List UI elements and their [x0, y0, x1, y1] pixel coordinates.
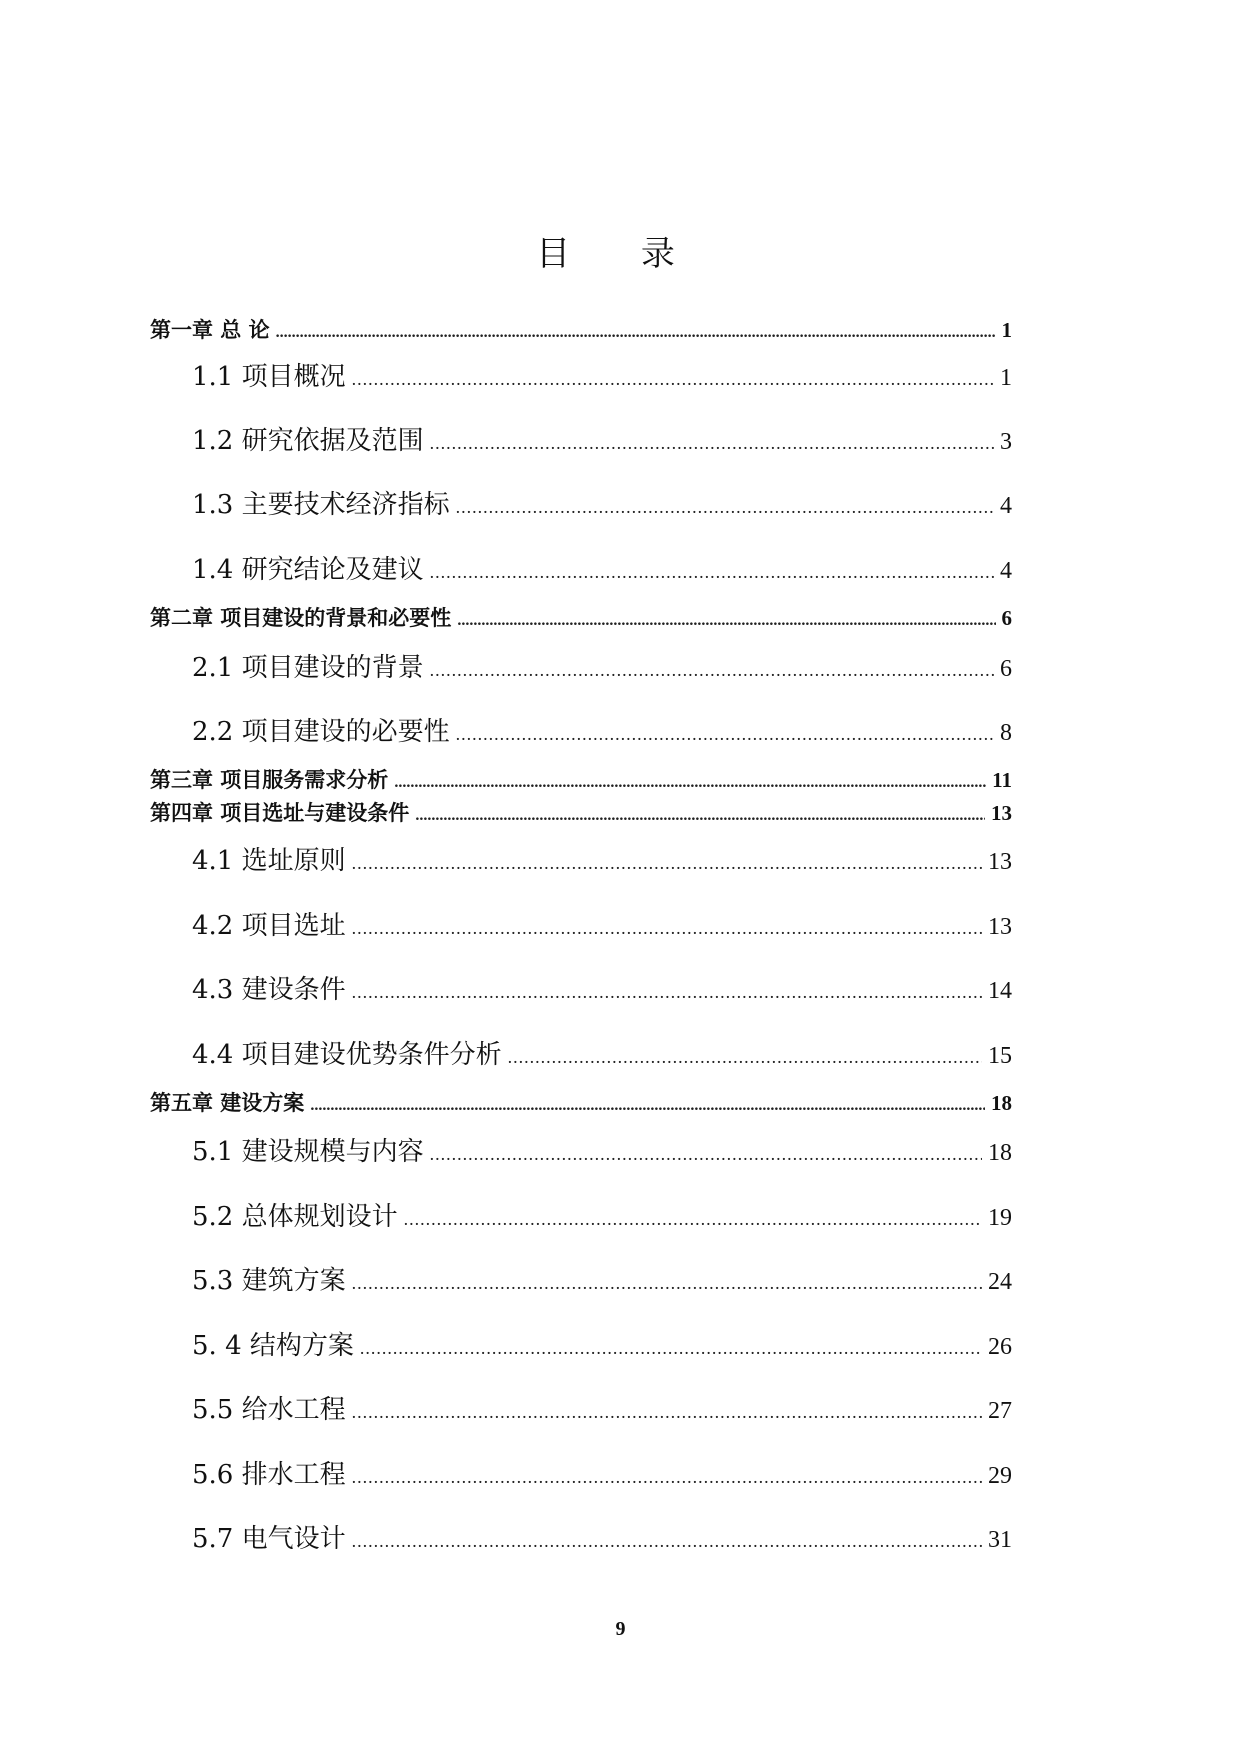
toc-entry-section[interactable]	[192, 711, 1012, 748]
toc-entry-page: 18	[991, 1091, 1012, 1115]
toc-entry-page: 26	[988, 1334, 1012, 1360]
toc-entry-label: 第五章 建设方案	[150, 1091, 305, 1115]
page-number-footer: 9	[615, 1618, 626, 1640]
toc-entry-page: 3	[1000, 429, 1012, 455]
page-title: 目 录	[536, 234, 705, 274]
toc-entry-label: 4.4 项目建设优势条件分析	[192, 1040, 502, 1070]
toc-entry-section[interactable]	[192, 1325, 1012, 1362]
toc-leader-dots	[430, 562, 994, 583]
toc-entry-label: 5.1 建设规模与内容	[192, 1137, 424, 1167]
toc-entry-label: 1.1 项目概况	[192, 362, 346, 392]
toc-leader-dots	[456, 497, 994, 518]
toc-leader-dots	[404, 1209, 982, 1230]
toc-entry-label: 1.2 研究依据及范围	[192, 426, 424, 456]
toc-entry-chapter-4[interactable]	[150, 797, 1012, 827]
toc-entry-label: 1.4 研究结论及建议	[192, 555, 424, 585]
toc-leader-dots	[352, 1402, 982, 1423]
toc-leader-dots	[352, 1273, 982, 1294]
toc-entry-page: 13	[988, 849, 1012, 875]
toc-leader-dots	[352, 369, 994, 390]
toc-entry-section[interactable]	[192, 840, 1012, 877]
toc-entry-chapter-2[interactable]	[150, 602, 1012, 632]
toc-entry-page: 4	[1000, 558, 1012, 584]
toc-entry-chapter-3[interactable]	[150, 764, 1012, 794]
toc-entry-page: 1	[1001, 318, 1012, 342]
toc-leader-dots	[352, 853, 982, 874]
toc-leader-dots	[430, 660, 994, 681]
toc-entry-section[interactable]	[192, 1196, 1012, 1233]
toc-entry-label: 5.2 总体规划设计	[192, 1202, 398, 1232]
toc-entry-section[interactable]	[192, 420, 1012, 457]
toc-entry-page: 19	[988, 1205, 1012, 1231]
toc-leader-dots	[456, 724, 994, 745]
toc-entry-label: 2.2 项目建设的必要性	[192, 717, 450, 747]
toc-entry-label: 4.2 项目选址	[192, 911, 346, 941]
toc-entry-label: 第一章 总 论	[150, 318, 270, 342]
toc-entry-page: 14	[988, 978, 1012, 1004]
toc-entry-section[interactable]	[192, 905, 1012, 942]
toc-leader-dots	[352, 1467, 982, 1488]
toc-entry-page: 6	[1001, 606, 1012, 630]
toc-entry-page: 11	[992, 768, 1012, 792]
toc-entry-page: 8	[1000, 720, 1012, 746]
toc-leader-dots	[430, 1144, 982, 1165]
toc-entry-section[interactable]	[192, 484, 1012, 521]
toc-entry-section[interactable]	[192, 356, 1012, 393]
toc-entry-label: 5. 4 结构方案	[192, 1331, 354, 1361]
toc-entry-label: 第四章 项目选址与建设条件	[150, 801, 410, 825]
toc-leader-dots	[352, 1531, 982, 1552]
toc-entry-label: 1.3 主要技术经济指标	[192, 490, 450, 520]
toc-entry-page: 29	[988, 1463, 1012, 1489]
toc-entry-label: 4.1 选址原则	[192, 846, 346, 876]
toc-leader-dots	[508, 1047, 982, 1068]
toc-entry-page: 13	[988, 914, 1012, 940]
toc-leader-dots	[352, 918, 982, 939]
toc-entry-page: 4	[1000, 493, 1012, 519]
toc-entry-section[interactable]	[192, 549, 1012, 586]
toc-entry-label: 5.6 排水工程	[192, 1460, 346, 1490]
toc-entry-label: 2.1 项目建设的背景	[192, 653, 424, 683]
toc-entry-page: 18	[988, 1140, 1012, 1166]
toc-leader-dots	[360, 1338, 982, 1359]
toc-entry-label: 5.3 建筑方案	[192, 1266, 346, 1296]
toc-entry-page: 27	[988, 1398, 1012, 1424]
toc-leader-dots	[430, 433, 994, 454]
toc-entry-label: 第二章 项目建设的背景和必要性	[150, 606, 452, 630]
toc-entry-page: 1	[1000, 365, 1012, 391]
toc-entry-chapter-1[interactable]	[150, 314, 1012, 344]
toc-entry-chapter-5[interactable]	[150, 1087, 1012, 1117]
toc-entry-label: 5.5 给水工程	[192, 1395, 346, 1425]
toc-entry-section[interactable]	[192, 969, 1012, 1006]
toc-entry-section[interactable]	[192, 1454, 1012, 1491]
toc-entry-label: 第三章 项目服务需求分析	[150, 768, 389, 792]
toc-leader-dots	[415, 807, 985, 825]
toc-entry-page: 24	[988, 1269, 1012, 1295]
toc-entry-section[interactable]	[192, 1034, 1012, 1071]
toc-leader-dots	[276, 324, 996, 342]
toc-entry-section[interactable]	[192, 1518, 1012, 1555]
toc-entry-page: 15	[988, 1043, 1012, 1069]
toc-entry-section[interactable]	[192, 647, 1012, 684]
toc-leader-dots	[394, 774, 986, 792]
toc-entry-label: 5.7 电气设计	[192, 1524, 346, 1554]
toc-entry-label: 4.3 建设条件	[192, 975, 346, 1005]
toc-entry-page: 13	[991, 801, 1012, 825]
toc-leader-dots	[457, 612, 995, 630]
toc-leader-dots	[310, 1097, 985, 1115]
toc-entry-section[interactable]	[192, 1389, 1012, 1426]
toc-entry-section[interactable]	[192, 1131, 1012, 1168]
toc-entry-page: 31	[988, 1527, 1012, 1553]
toc-entry-page: 6	[1000, 656, 1012, 682]
toc-entry-section[interactable]	[192, 1260, 1012, 1297]
toc-leader-dots	[352, 982, 982, 1003]
